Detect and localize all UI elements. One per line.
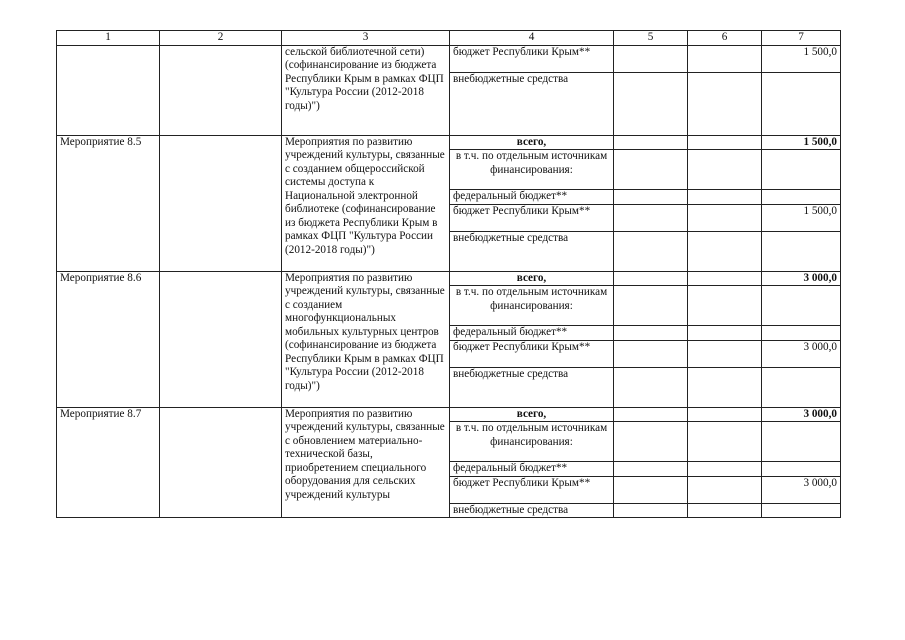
table-row	[57, 271, 841, 286]
empty-cell	[688, 271, 762, 286]
by-sources-label: в т.ч. по отдельным источникам финансирования:	[450, 150, 614, 190]
empty-cell	[688, 503, 762, 518]
source-label: внебюджетные средства	[450, 72, 614, 135]
empty-cell	[614, 407, 688, 422]
empty-cell	[688, 407, 762, 422]
header-col-6: 6	[688, 31, 762, 46]
empty-cell	[762, 286, 841, 326]
republic-value: 1 500,0	[762, 204, 841, 231]
extra-label: внебюджетные средства	[450, 503, 614, 518]
empty-cell	[762, 462, 841, 477]
by-sources-label: в т.ч. по отдельным источникам финансирования:	[450, 286, 614, 326]
by-sources-label: в т.ч. по отдельным источникам финансирования:	[450, 422, 614, 462]
empty-cell	[688, 476, 762, 503]
measure-description: сельской библиотечной сети) (софинансирование из бюджета Республики Крым в рамках ФЦП "Культура России (2012-2018 годы)")	[282, 45, 450, 135]
empty-cell	[614, 271, 688, 286]
amount-value: 1 500,0	[762, 45, 841, 72]
empty-cell	[614, 503, 688, 518]
empty-cell	[688, 367, 762, 407]
measure-name-cell	[57, 45, 160, 135]
empty-cell	[688, 231, 762, 271]
measure-description: Мероприятия по развитию учреждений культуры, связанные с созданием общероссийской системы доступа к Национальной электронной библиотеке (софинансирование из бюджета Республики Крым в рамках ФЦП "Культура России (2012-2018 годы)")	[282, 135, 450, 271]
empty-cell	[614, 204, 688, 231]
empty-cell	[688, 45, 762, 72]
header-col-3: 3	[282, 31, 450, 46]
table-row	[57, 135, 841, 150]
empty-cell	[614, 340, 688, 367]
empty-cell	[160, 407, 282, 518]
measure-name: Мероприятие 8.6	[57, 271, 160, 407]
empty-cell	[688, 190, 762, 205]
federal-label: федеральный бюджет**	[450, 462, 614, 477]
empty-cell	[762, 367, 841, 407]
source-label: бюджет Республики Крым**	[450, 45, 614, 72]
funding-table	[56, 30, 841, 518]
empty-cell	[762, 503, 841, 518]
empty-cell	[762, 231, 841, 271]
empty-cell	[688, 72, 762, 135]
republic-value: 3 000,0	[762, 340, 841, 367]
extra-label: внебюджетные средства	[450, 367, 614, 407]
header-col-7: 7	[762, 31, 841, 46]
empty-cell	[688, 135, 762, 150]
total-label: всего,	[450, 407, 614, 422]
federal-label: федеральный бюджет**	[450, 326, 614, 341]
empty-cell	[688, 422, 762, 462]
measure-name: Мероприятие 8.5	[57, 135, 160, 271]
header-col-4: 4	[450, 31, 614, 46]
total-label: всего,	[450, 135, 614, 150]
empty-cell	[614, 286, 688, 326]
amount-value	[762, 72, 841, 135]
republic-label: бюджет Республики Крым**	[450, 476, 614, 503]
federal-label: федеральный бюджет**	[450, 190, 614, 205]
table-row	[57, 407, 841, 422]
empty-cell	[614, 135, 688, 150]
empty-cell	[160, 45, 282, 135]
empty-cell	[688, 462, 762, 477]
empty-cell	[614, 45, 688, 72]
header-col-5: 5	[614, 31, 688, 46]
republic-value: 3 000,0	[762, 476, 841, 503]
total-value: 3 000,0	[762, 407, 841, 422]
header-row	[57, 31, 841, 46]
empty-cell	[614, 422, 688, 462]
empty-cell	[762, 422, 841, 462]
measure-name: Мероприятие 8.7	[57, 407, 160, 518]
empty-cell	[762, 190, 841, 205]
empty-cell	[688, 150, 762, 190]
empty-cell	[614, 72, 688, 135]
empty-cell	[614, 462, 688, 477]
header-col-1: 1	[57, 31, 160, 46]
empty-cell	[762, 326, 841, 341]
empty-cell	[614, 231, 688, 271]
total-label: всего,	[450, 271, 614, 286]
header-col-2: 2	[160, 31, 282, 46]
measure-description: Мероприятия по развитию учреждений культуры, связанные с обновлением материально-технической базы, приобретением специального оборудования для сельских учреждений культуры	[282, 407, 450, 518]
table-row	[57, 45, 841, 72]
empty-cell	[688, 340, 762, 367]
empty-cell	[614, 367, 688, 407]
empty-cell	[762, 150, 841, 190]
empty-cell	[160, 135, 282, 271]
total-value: 1 500,0	[762, 135, 841, 150]
total-value: 3 000,0	[762, 271, 841, 286]
empty-cell	[688, 326, 762, 341]
empty-cell	[614, 326, 688, 341]
empty-cell	[614, 190, 688, 205]
empty-cell	[614, 476, 688, 503]
empty-cell	[614, 150, 688, 190]
measure-description: Мероприятия по развитию учреждений культуры, связанные с созданием многофункциональных мобильных культурных центров (софинансирование из бюджета Республики Крым в рамках ФЦП "Культура России (2012-2018 годы)")	[282, 271, 450, 407]
republic-label: бюджет Республики Крым**	[450, 204, 614, 231]
republic-label: бюджет Республики Крым**	[450, 340, 614, 367]
extra-label: внебюджетные средства	[450, 231, 614, 271]
empty-cell	[688, 204, 762, 231]
empty-cell	[160, 271, 282, 407]
empty-cell	[688, 286, 762, 326]
